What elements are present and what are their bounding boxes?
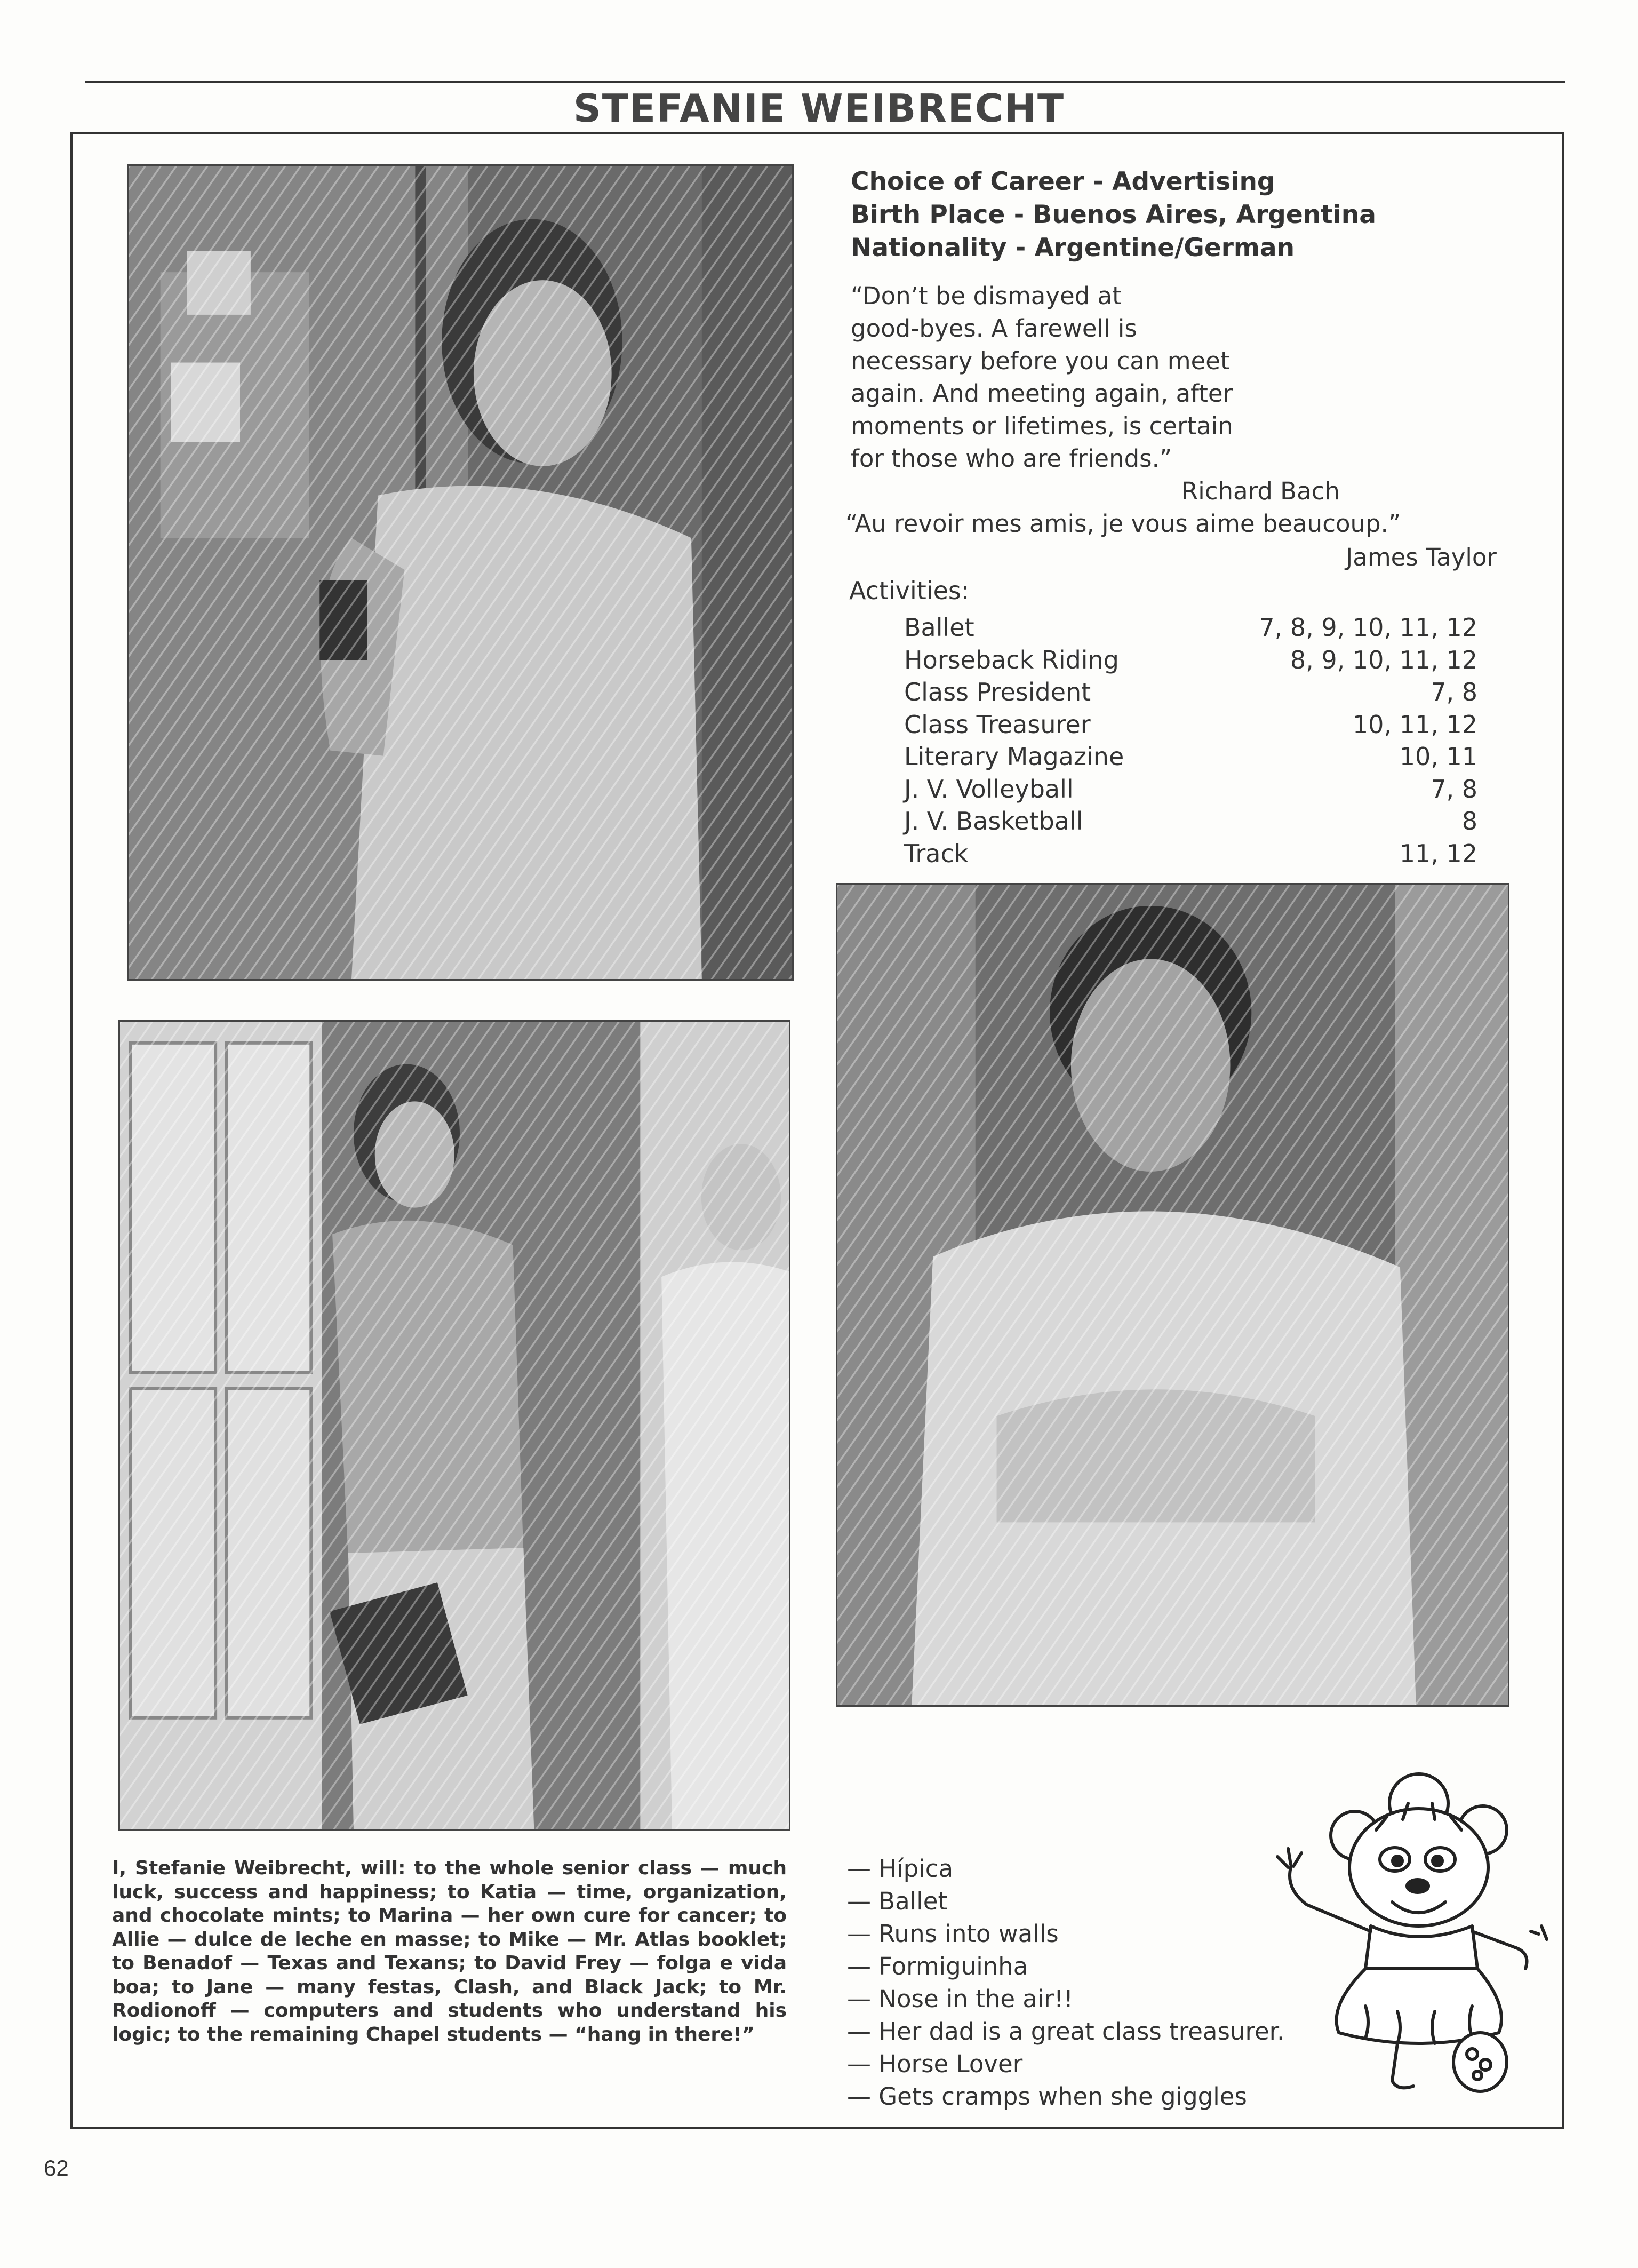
activities-heading: Activities: — [849, 576, 970, 605]
activity-row — [904, 644, 1477, 677]
top-rule — [85, 81, 1565, 83]
quote-line: “Don’t be dismayed at — [851, 282, 1122, 310]
quote-line: for those who are friends.” — [851, 444, 1172, 473]
quote-line: necessary before you can meet — [851, 347, 1230, 375]
activity-name: Track — [904, 839, 969, 868]
activity-years: 7, 8 — [1431, 774, 1477, 803]
quote-author-bach: Richard Bach — [1181, 477, 1340, 505]
activity-row — [904, 709, 1477, 741]
photo-two-students — [118, 1020, 790, 1831]
career-line: Choice of Career - Advertising — [851, 167, 1275, 196]
activity-name: J. V. Volleyball — [904, 774, 1074, 803]
activity-years: 7, 8 — [1431, 678, 1477, 706]
activity-row — [904, 741, 1477, 773]
trivia-item: — Runs into walls — [847, 1920, 1059, 1948]
trivia-item: — Horse Lover — [847, 2050, 1023, 2078]
activity-years: 11, 12 — [1399, 839, 1477, 868]
quote-james-taylor: “Au revoir mes amis, je vous aime beaucoup.” — [845, 510, 1401, 538]
activity-name: Class Treasurer — [904, 710, 1091, 739]
trivia-item: — Hípica — [847, 1855, 954, 1883]
activity-row — [904, 805, 1477, 838]
activity-years: 10, 11, 12 — [1352, 710, 1477, 739]
quote-richard-bach — [851, 280, 1233, 475]
trivia-item: — Her dad is a great class treasurer. — [847, 2017, 1285, 2046]
activity-name: Literary Magazine — [904, 742, 1124, 771]
activity-row — [904, 773, 1477, 806]
page-title: STEFANIE WEIBRECHT — [573, 86, 1065, 131]
trivia-item: — Nose in the air!! — [847, 1985, 1074, 2013]
photo-portrait-lockers — [127, 164, 794, 981]
activity-years: 8 — [1461, 807, 1477, 835]
birthplace-line: Birth Place - Buenos Aires, Argentina — [851, 200, 1376, 229]
trivia-item: — Ballet — [847, 1887, 948, 1915]
activity-row — [904, 611, 1477, 644]
photo-portrait-right — [836, 883, 1509, 1707]
page-number: 62 — [44, 2155, 69, 2181]
activity-years: 8, 9, 10, 11, 12 — [1290, 645, 1477, 674]
trivia-item: — Formiguinha — [847, 1952, 1028, 1980]
activity-years: 10, 11 — [1399, 742, 1477, 771]
activity-name: Horseback Riding — [904, 645, 1119, 674]
quote-line: good-byes. A farewell is — [851, 314, 1137, 343]
trivia-list — [847, 1852, 1284, 2113]
activity-name: Class President — [904, 678, 1091, 706]
activity-row — [904, 838, 1477, 870]
quote-line: moments or lifetimes, is certain — [851, 412, 1233, 440]
trivia-item: — Gets cramps when she giggles — [847, 2082, 1247, 2111]
activity-name: Ballet — [904, 613, 974, 642]
quote-line: again. And meeting again, after — [851, 379, 1233, 408]
activities-list — [904, 611, 1477, 870]
quote-author-taylor: James Taylor — [1346, 543, 1497, 571]
activity-row — [904, 676, 1477, 709]
nationality-line: Nationality - Argentine/German — [851, 233, 1295, 262]
activity-years: 7, 8, 9, 10, 11, 12 — [1259, 613, 1477, 642]
career-info-block — [851, 165, 1376, 265]
activity-name: J. V. Basketball — [904, 807, 1083, 835]
senior-will-paragraph: I, Stefanie Weibrecht, will: to the whole senior class — much luck, success and happiness; to Katia — time, organization, and chocolate mints; to Marina — her own cure for cancer; to Allie — dulce de leche en masse; to Mike — Mr. Atlas booklet; to Benadof — Texas and Texans; to David Frey — folga e vida boa; to Jane — many festas, Clash, and Black Jack; to Mr. Rodionoff — computers and students who understand his logic; to the remaining Chapel students — “hang in there!” — [112, 1857, 787, 2046]
bear-doodle-illustration — [1275, 1755, 1552, 2097]
